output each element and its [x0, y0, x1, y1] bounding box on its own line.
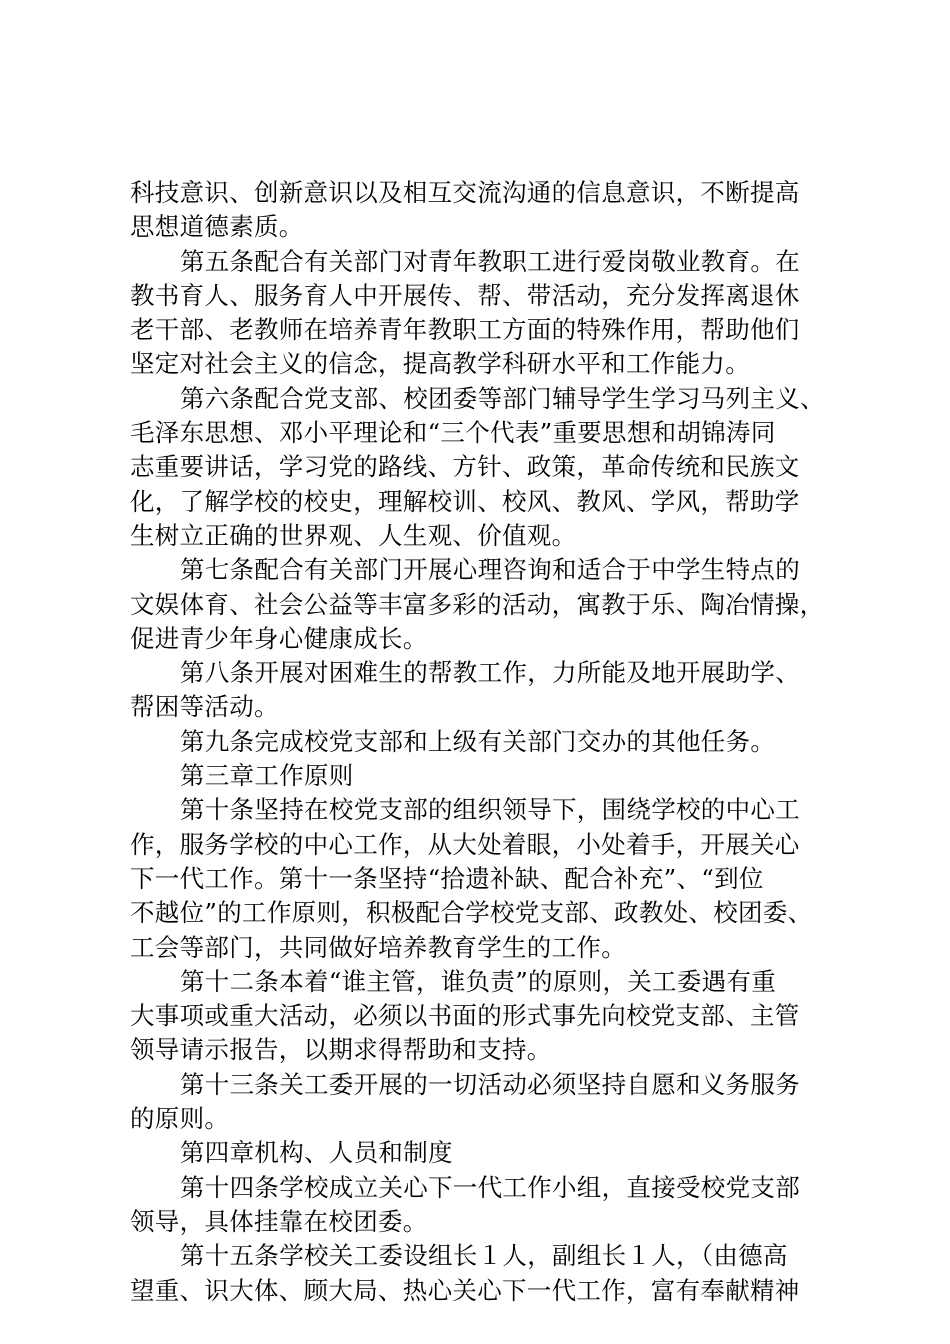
text-line: 下一代工作。第十一条坚持“拾遗补缺、配合补充”、“到位	[130, 863, 764, 893]
text-line: 第十条坚持在校党支部的组织领导下，围绕学校的中心工	[180, 795, 800, 825]
text-line: 第十二条本着“谁主管，谁负责”的原则，关工委遇有重	[180, 966, 777, 996]
text-line: 第十四条学校成立关心下一代工作小组，直接受校党支部	[180, 1172, 800, 1202]
text-line: 第十三条关工委开展的一切活动必须坚持自愿和义务服务	[180, 1069, 800, 1099]
text-line: 作，服务学校的中心工作，从大处着眼，小处着手，开展关心	[130, 829, 800, 859]
text-line: 教书育人、服务育人中开展传、帮、带活动，充分发挥离退休	[130, 280, 800, 310]
text-line: 大事项或重大活动，必须以书面的形式事先向校党支部、主管	[130, 1001, 800, 1031]
text-line: 第四章机构、人员和制度	[180, 1138, 453, 1168]
text-line: 第八条开展对困难生的帮教工作，力所能及地开展助学、	[180, 658, 800, 688]
text-line: 化，了解学校的校史，理解校训、校风、教风、学风，帮助学	[130, 486, 800, 516]
text-line: 文娱体育、社会公益等丰富多彩的活动，寓教于乐、陶冶情操，	[130, 589, 825, 619]
text-line: 第十五条学校关工委设组长１人，副组长１人，（由德高	[180, 1241, 788, 1271]
text-line: 领导，具体挂靠在校团委。	[130, 1206, 428, 1236]
text-line: 工会等部门，共同做好培养教育学生的工作。	[130, 932, 626, 962]
text-line: 第七条配合有关部门开展心理咨询和适合于中学生特点的	[180, 555, 800, 585]
text-line: 第五条配合有关部门对青年教职工进行爱岗敬业教育。在	[180, 246, 800, 276]
text-line: 第六条配合党支部、校团委等部门辅导学生学习马列主义、	[180, 383, 825, 413]
text-line: 思想道德素质。	[130, 212, 304, 242]
text-line: 志重要讲话，学习党的路线、方针、政策，革命传统和民族文	[130, 452, 800, 482]
text-line: 帮困等活动。	[130, 692, 279, 722]
text-line: 促进青少年身心健康成长。	[130, 623, 428, 653]
text-line: 毛泽东思想、邓小平理论和“三个代表”重要思想和胡锦涛同	[130, 418, 776, 448]
text-line: 的原则。	[130, 1104, 230, 1134]
text-line: 第三章工作原则	[180, 761, 354, 791]
text-line: 领导请示报告，以期求得帮助和支持。	[130, 1035, 552, 1065]
text-line: 第九条完成校党支部和上级有关部门交办的其他任务。	[180, 726, 776, 756]
document-body	[130, 176, 830, 1308]
text-line: 坚定对社会主义的信念，提高教学科研水平和工作能力。	[130, 349, 750, 379]
text-line: 科技意识、创新意识以及相互交流沟通的信息意识，不断提高	[130, 178, 800, 207]
text-line: 望重、识大体、顾大局、热心关心下一代工作，富有奉献精神	[130, 1275, 800, 1305]
text-line: 老干部、老教师在培养青年教职工方面的特殊作用，帮助他们	[130, 315, 800, 345]
text-line: 不越位”的工作原则，积极配合学校党支部、政教处、校团委、	[130, 898, 813, 928]
text-line: 生树立正确的世界观、人生观、价值观。	[130, 520, 577, 550]
